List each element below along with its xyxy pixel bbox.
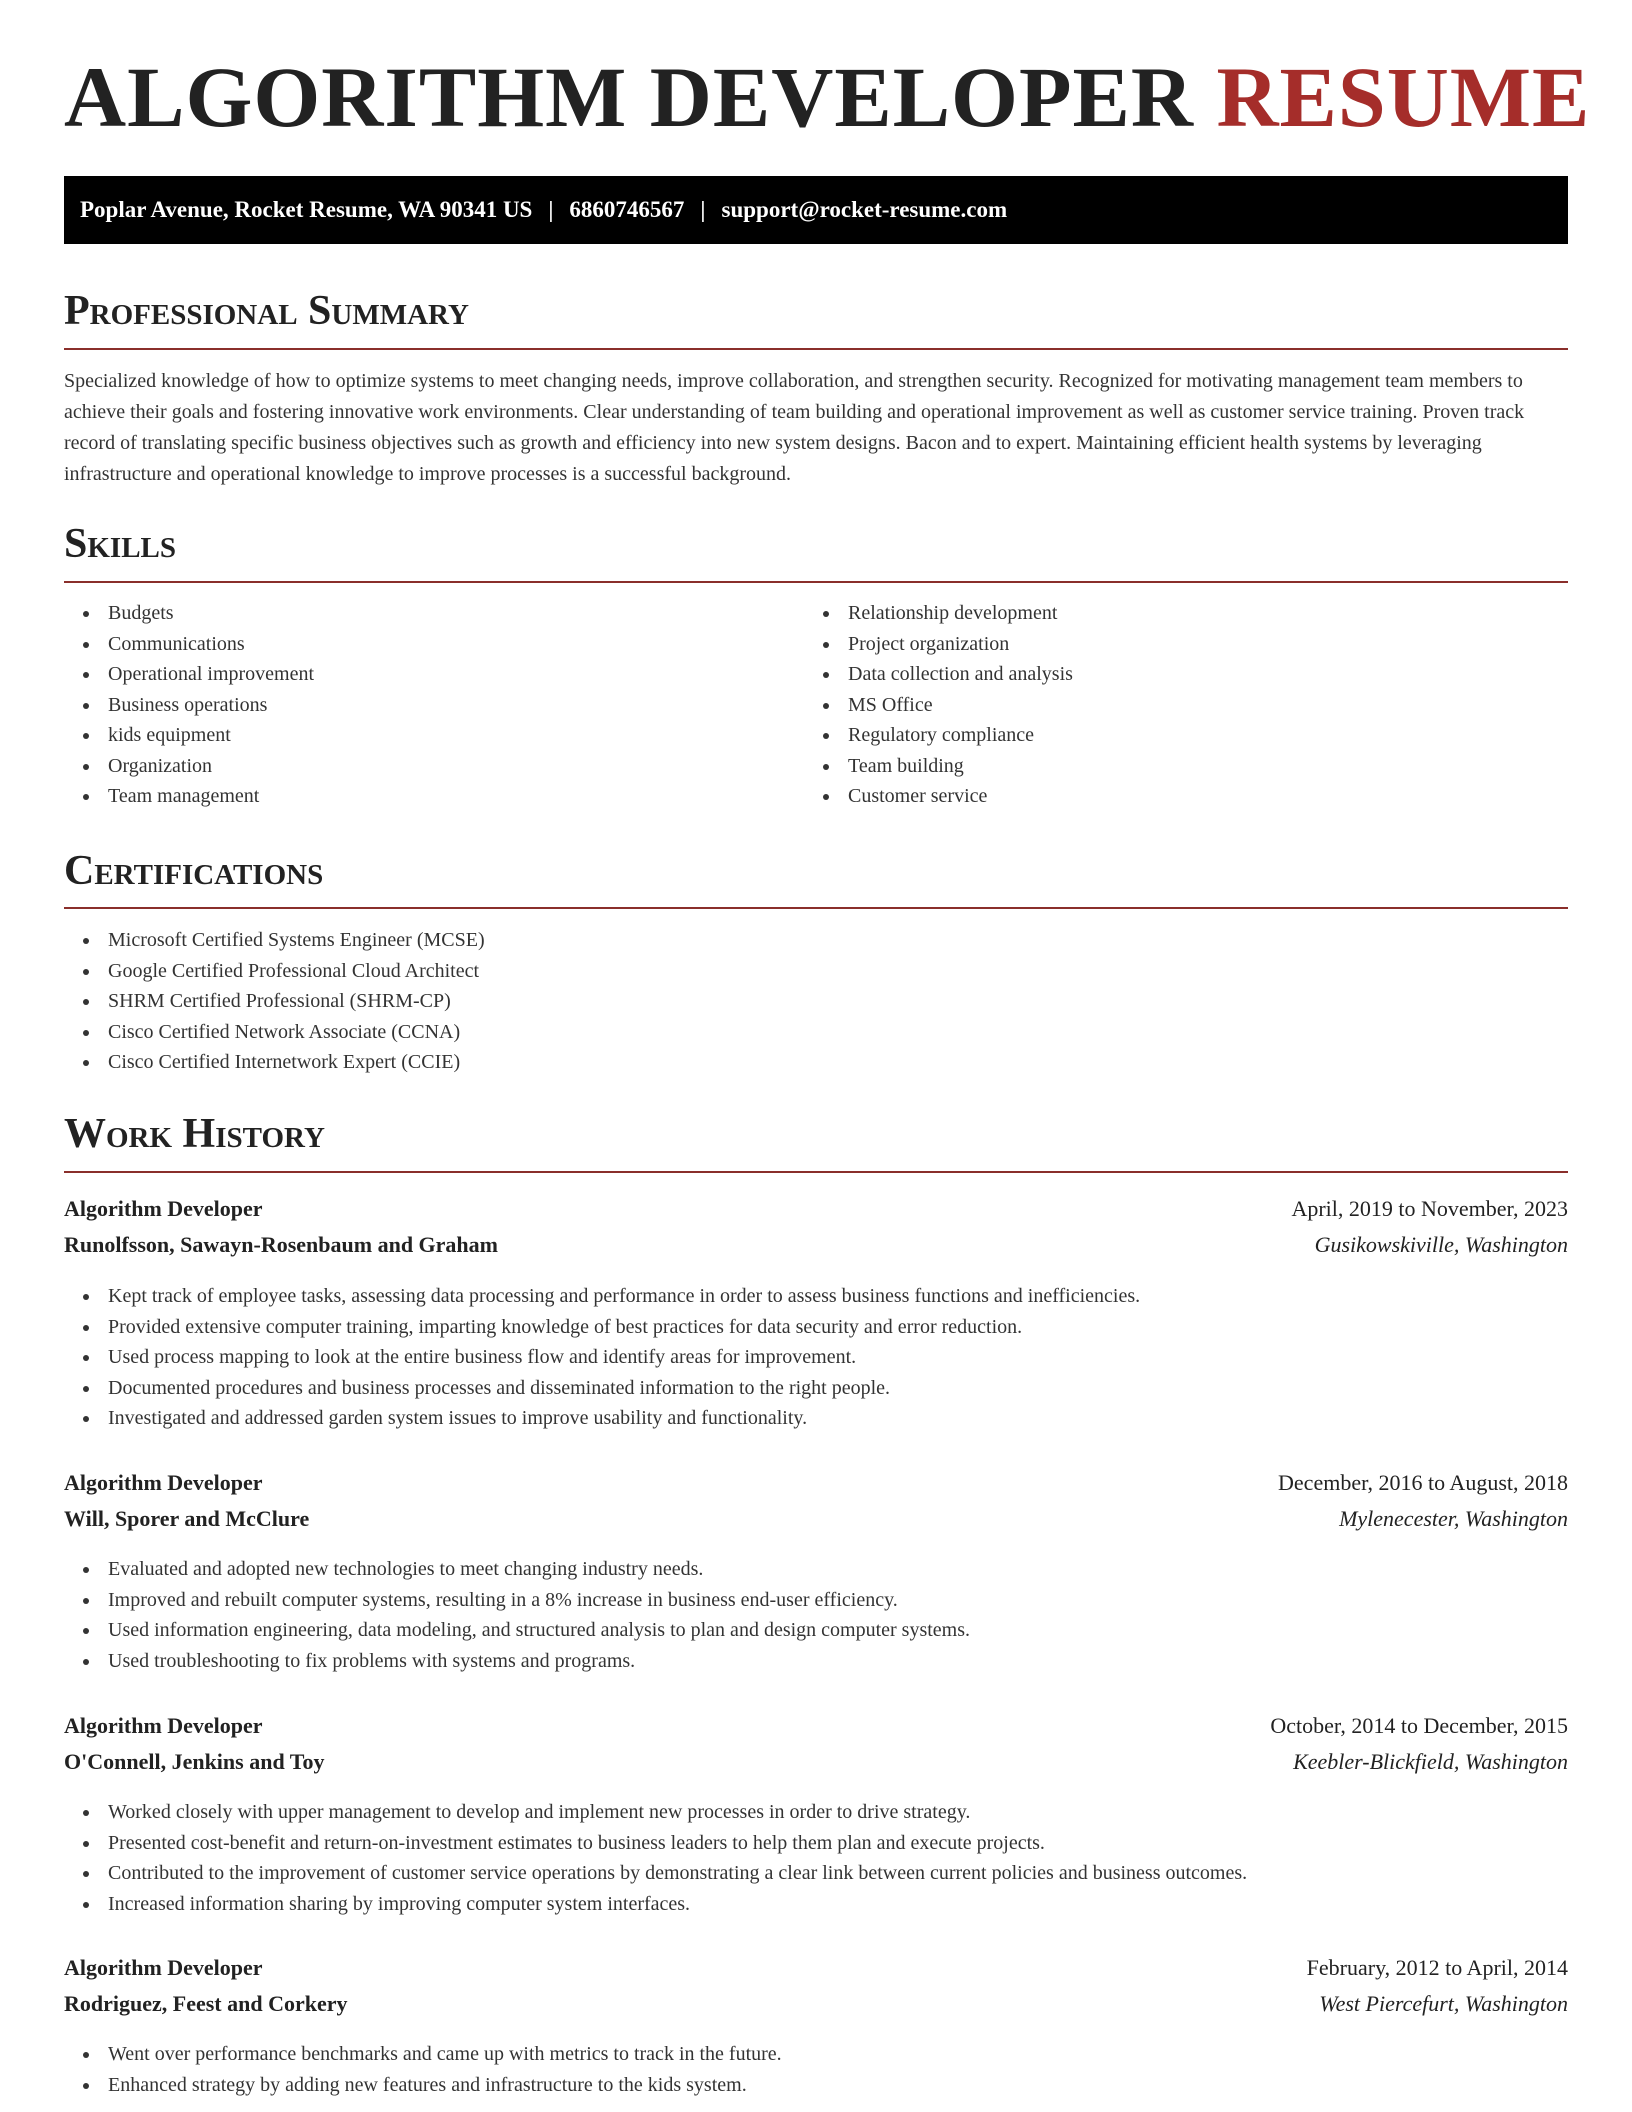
certification-item: SHRM Certified Professional (SHRM-CP): [64, 986, 485, 1017]
section-divider: [64, 581, 1568, 583]
job-company: Runolfsson, Sawayn-Rosenbaum and Graham: [64, 1232, 498, 1257]
skill-item: Team building: [804, 751, 1073, 782]
job-bullets: [64, 1281, 1140, 1434]
job-bullet: Worked closely with upper management to develop and implement new processes in order to drive strategy.: [64, 1797, 1247, 1828]
job-title: Algorithm Developer: [64, 1713, 263, 1738]
certifications-list: [64, 925, 485, 1078]
job-dates: February, 2012 to April, 2014: [1306, 1955, 1568, 1980]
skill-item: Business operations: [64, 690, 314, 721]
job-bullets: [64, 2039, 782, 2100]
skill-item: Relationship development: [804, 598, 1073, 629]
job-title: Algorithm Developer: [64, 1955, 263, 1980]
skill-item: Regulatory compliance: [804, 720, 1073, 751]
job-bullet: Used information engineering, data modeling, and structured analysis to plan and design computer systems.: [64, 1615, 970, 1646]
skill-item: MS Office: [804, 690, 1073, 721]
job-location: Mylenecester, Washington: [1339, 1506, 1568, 1531]
skill-item: Team management: [64, 781, 314, 812]
job-location: West Piercefurt, Washington: [1319, 1991, 1568, 2016]
job-bullet: Presented cost-benefit and return-on-investment estimates to business leaders to help them plan and execute projects.: [64, 1828, 1247, 1859]
skill-item: Communications: [64, 629, 314, 660]
certification-item: Microsoft Certified Systems Engineer (MCSE): [64, 925, 485, 956]
job-bullets: [64, 1554, 970, 1676]
certification-item: Cisco Certified Network Associate (CCNA): [64, 1017, 485, 1048]
title-accent: RESUME: [1216, 49, 1591, 145]
job-dates: October, 2014 to December, 2015: [1270, 1713, 1568, 1738]
job-bullet: Contributed to the improvement of customer service operations by demonstrating a clear link between current policies and business outcomes.: [64, 1858, 1247, 1889]
job-bullet: Provided extensive computer training, imparting knowledge of best practices for data security and error reduction.: [64, 1312, 1140, 1343]
job-location: Gusikowskiville, Washington: [1314, 1232, 1568, 1257]
job-company: Rodriguez, Feest and Corkery: [64, 1991, 348, 2016]
skills-list-left: [64, 598, 314, 812]
certifications-heading: Certifications: [64, 848, 324, 894]
job-bullet: Used process mapping to look at the entire business flow and identify areas for improvement.: [64, 1342, 1140, 1373]
contact-separator: |: [700, 197, 706, 222]
contact-bar: [64, 176, 1568, 244]
skill-item: Operational improvement: [64, 659, 314, 690]
section-divider: [64, 1171, 1568, 1173]
skills-list-right: [804, 598, 1073, 812]
skill-item: Customer service: [804, 781, 1073, 812]
skill-item: Budgets: [64, 598, 314, 629]
summary-text: Specialized knowledge of how to optimize systems to meet changing needs, improve collaboration, and strengthen security. Recognized for motivating management team members to achieve their goals and fostering innovative work environments. Clear understanding of team building and operational improvement as well as customer service training. Proven track record of translating specific business objectives such as growth and efficiency into new system designs. Bacon and to expert. Maintaining efficient health systems by leveraging infrastructure and operational knowledge to improve processes is a successful background.: [64, 370, 1525, 485]
contact-address: Poplar Avenue, Rocket Resume, WA 90341 US: [80, 197, 533, 222]
job-company: Will, Sporer and McClure: [64, 1506, 310, 1531]
job-bullet: Increased information sharing by improving computer system interfaces.: [64, 1889, 1247, 1920]
job-location: Keebler-Blickfield, Washington: [1293, 1749, 1568, 1774]
skills-heading: Skills: [64, 521, 177, 567]
contact-phone: 6860746567: [569, 197, 685, 222]
job-title: Algorithm Developer: [64, 1470, 263, 1495]
section-divider: [64, 907, 1568, 909]
summary-heading: Professional Summary: [64, 288, 469, 334]
contact-email: support@rocket-resume.com: [721, 197, 1008, 222]
skill-item: kids equipment: [64, 720, 314, 751]
job-title: Algorithm Developer: [64, 1196, 263, 1221]
title-main: ALGORITHM DEVELOPER: [64, 49, 1194, 145]
job-bullet: Investigated and addressed garden system issues to improve usability and functionality.: [64, 1403, 1140, 1434]
certification-item: Google Certified Professional Cloud Architect: [64, 956, 485, 987]
job-dates: December, 2016 to August, 2018: [1278, 1470, 1568, 1495]
skill-item: Organization: [64, 751, 314, 782]
section-divider: [64, 348, 1568, 350]
work-history-heading: Work History: [64, 1111, 325, 1157]
job-bullet: Documented procedures and business processes and disseminated information to the right people.: [64, 1373, 1140, 1404]
job-bullet: Enhanced strategy by adding new features and infrastructure to the kids system.: [64, 2070, 782, 2101]
skill-item: Data collection and analysis: [804, 659, 1073, 690]
job-bullet: Used troubleshooting to fix problems with systems and programs.: [64, 1646, 970, 1677]
job-bullet: Went over performance benchmarks and came up with metrics to track in the future.: [64, 2039, 782, 2070]
contact-separator: |: [548, 197, 554, 222]
job-bullet: Kept track of employee tasks, assessing data processing and performance in order to assess business functions and inefficiencies.: [64, 1281, 1140, 1312]
job-dates: April, 2019 to November, 2023: [1291, 1196, 1568, 1221]
job-bullets: [64, 1797, 1247, 1919]
job-bullet: Improved and rebuilt computer systems, resulting in a 8% increase in business end-user efficiency.: [64, 1585, 970, 1616]
certification-item: Cisco Certified Internetwork Expert (CCIE): [64, 1047, 485, 1078]
job-bullet: Evaluated and adopted new technologies to meet changing industry needs.: [64, 1554, 970, 1585]
skill-item: Project organization: [804, 629, 1073, 660]
job-company: O'Connell, Jenkins and Toy: [64, 1749, 325, 1774]
resume-title: [64, 49, 1591, 145]
